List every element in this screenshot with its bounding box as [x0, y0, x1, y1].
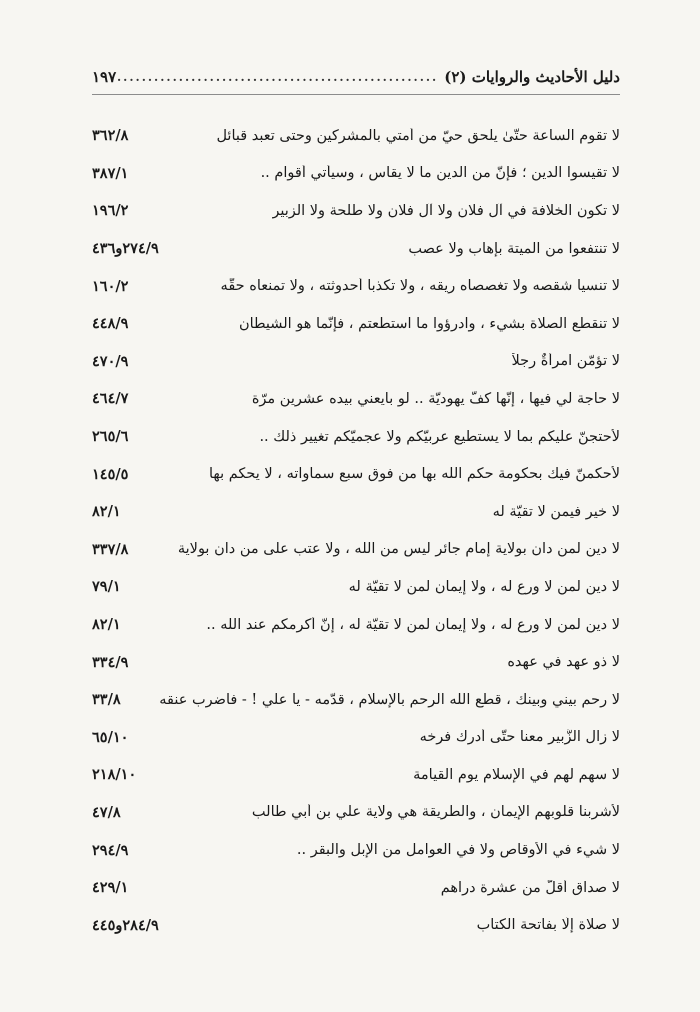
entry-text: لا صداق أقلّ من عشرة دراهم	[440, 879, 620, 896]
index-entry	[92, 117, 620, 155]
entry-text: لا تكون الخلافة في آل فلان ولا آل فلان ولا طلحة ولا الزبير	[272, 202, 620, 219]
index-entry	[92, 869, 620, 907]
entry-reference: ٢٨٤/٩و٤٤٥	[92, 916, 159, 934]
entry-text: لا تنقطع الصلاة بشيء ، وادرؤوا ما استطعتم ، فإنّما هو الشيطان	[238, 315, 620, 332]
entry-reference: ٤٧٠/٩	[92, 352, 129, 370]
entry-reference: ٨٢/١	[92, 503, 121, 521]
entry-reference: ٧٩/١	[92, 578, 121, 596]
entry-reference: ١٤٥/٥	[92, 465, 129, 483]
entry-text: لا دين لمن لا ورع له ، ولا إيمان لمن لا تقيّة له	[348, 578, 620, 595]
entry-reference: ٤٦٤/٧	[92, 390, 129, 408]
entry-text: لا ذو عهد في عهده	[507, 654, 620, 671]
entry-text: لا شيء في الأوقاص ولا في العوامل من الإبل والبقر ..	[296, 842, 620, 859]
index-entry	[92, 305, 620, 343]
entry-reference: ٦٥/١٠	[92, 728, 129, 746]
index-entry	[92, 756, 620, 794]
entry-text: لا زال الزُّبير معنا حتّى أدرك فرخه	[419, 729, 620, 746]
entry-text: لا تقوم الساعة حتّىٰ يلحق حيّ من أمتي بالمشركين وحتى تعبد قبائل	[216, 127, 620, 144]
entry-text: لا تؤمّن امرأةٌ رجلاً	[511, 353, 620, 370]
entry-reference: ١٦٠/٢	[92, 277, 129, 295]
index-entry	[92, 380, 620, 418]
index-entry	[92, 643, 620, 681]
index-entry	[92, 831, 620, 869]
entry-text: لا صلاة إلّا بفاتحة الكتاب	[476, 917, 620, 934]
entry-text: لا دين لمن لا ورع له ، ولا إيمان لمن لا تقيّة له ، إنّ أكرمكم عند الله ..	[206, 616, 620, 633]
entry-reference: ٣٦٢/٨	[92, 127, 129, 145]
entry-text: لا دين لمن دان بولاية إمام جائر ليس من الله ، ولا عتب على من دان بولاية	[177, 541, 620, 558]
index-entry	[92, 493, 620, 531]
hadith-index-list	[92, 117, 620, 944]
entry-reference: ٤٤٨/٩	[92, 315, 129, 333]
entry-reference: ٣٣٧/٨	[92, 540, 129, 558]
entry-text: لا رحم بيني وبينك ، قطع الله الرحم بالإسلام ، قدّمه - يا علي ! - فاضرب عنقه	[159, 691, 620, 708]
entry-reference: ١٩٦/٢	[92, 202, 129, 220]
index-entry	[92, 906, 620, 944]
entry-reference: ٣٣٤/٩	[92, 653, 129, 671]
index-entry	[92, 531, 620, 569]
entry-reference: ٢١٨/١٠	[92, 766, 137, 784]
entry-reference: ٢٦٥/٦	[92, 428, 129, 446]
leader-dots: ....................................................	[116, 70, 439, 84]
index-entry	[92, 794, 620, 832]
index-entry	[92, 155, 620, 193]
entry-reference: ٢٩٤/٩	[92, 841, 129, 859]
entry-text: لا خير فيمن لا تقيّة له	[492, 503, 620, 520]
entry-text: لأحتجنّ عليكم بما لا يستطيع عربيّكم ولا عجميّكم تغيير ذلك ..	[259, 428, 620, 445]
entry-reference: ٤٢٩/١	[92, 879, 129, 897]
entry-reference: ٣٣/٨	[92, 691, 121, 709]
index-entry	[92, 719, 620, 757]
index-entry	[92, 681, 620, 719]
index-entry	[92, 192, 620, 230]
entry-reference: ٣٨٧/١	[92, 164, 129, 182]
entry-reference: ٨٢/١	[92, 616, 121, 634]
index-entry	[92, 343, 620, 381]
index-entry	[92, 267, 620, 305]
index-entry	[92, 606, 620, 644]
entry-text: لا حاجة لي فيها ، إنّها كفّ يهوديّة .. لو بايعني بيده عشرين مرّة	[251, 390, 620, 407]
book-title: دليل الأحاديث والروايات (٢)	[444, 68, 620, 86]
index-entry	[92, 418, 620, 456]
entry-reference: ٤٧/٨	[92, 803, 121, 821]
header-divider	[92, 94, 620, 95]
entry-text: لأحكمنّ فيك بحكومة حكم الله بها من فوق سبع سماواته ، لا يحكم بها	[209, 466, 620, 483]
entry-text: لأشربنا قلوبهم الإيمان ، والطريقة هي ولاية علي بن أبي طالب	[251, 804, 620, 821]
index-entry	[92, 568, 620, 606]
entry-reference: ٢٧٤/٩و٤٣٦	[92, 240, 159, 258]
index-entry	[92, 230, 620, 268]
entry-text: لا تنتفعوا من الميتة بإهاب ولا عصب	[408, 240, 620, 257]
running-header	[92, 60, 620, 94]
entry-text: لا سهم لهم في الإسلام يوم القيامة	[413, 766, 620, 783]
index-entry	[92, 455, 620, 493]
page-number: ١٩٧	[92, 68, 117, 86]
entry-text: لا تقيسوا الدين ؛ فإنّ من الدين ما لا يقاس ، وسيأتي أقوام ..	[260, 165, 620, 182]
entry-text: لا تنسيا شقصه ولا تغصصاه ريقه ، ولا تكذبا أحدوثته ، ولا تمنعاه حقّه	[220, 278, 620, 295]
